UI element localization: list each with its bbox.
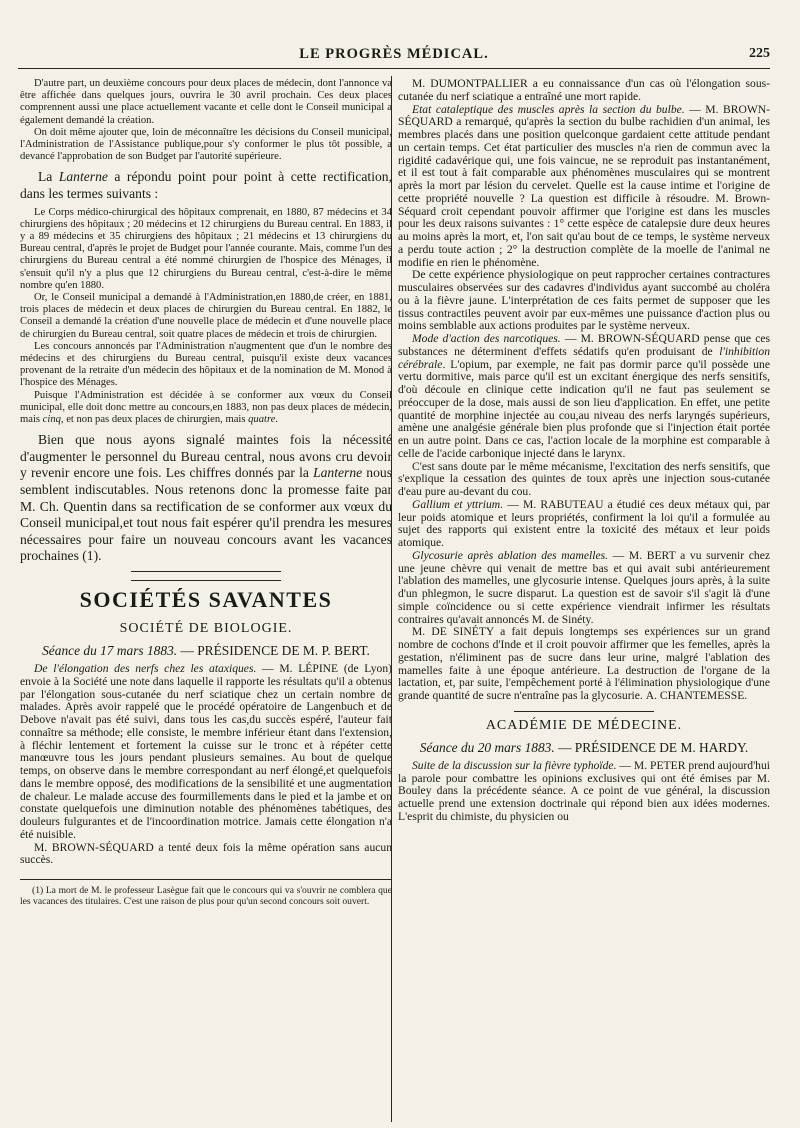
section-rule <box>514 711 654 712</box>
paragraph-fievre-typhoide: Suite de la discussion sur la fièvre typhoïde. — M. PETER prend aujourd'hui la parole pour combattre les opinions exclusives qui ont été émises par M. Bouley dans la précédente séance. A ce point de vue général, la discussion actuelle prend une extension doctrinale qui répond bien aux idées modernes. L'esprit du chimiste, du physicien ou <box>398 758 770 823</box>
page-number: 225 <box>749 46 770 61</box>
paragraph-concours-annonces: Les concours annoncés par l'Administration n'augmentent que d'un le nombre des médecins et des chirurgiens du Bureau central, puisqu'il existe deux vacances provenant de la retraite d'un médecin des hôpitaux et de la nomination de M. Monod à l'hospice des Ménages. <box>20 340 392 389</box>
paragraph-corps-medico: Le Corps médico-chirurgical des hôpitaux comprenait, en 1880, 87 médecins et 34 chirurgiens des hôpitaux ; 20 médecins et 12 chirurgiens du Bureau central. En 1883, il y a 89 médecins et 35 chirurgiens des hôpitaux ; 21 médecins et 13 chirurgiens du Bureau central, d'après le projet de Budget pour l'année courante. Mais, comme l'un des chirurgiens du Bureau central a été nommé chirurgien de l'hospice des Ménages, il s'ensuit qu'il n'y a plus que 12 chirurgiens du Bureau central, c'est-à-dire le même nombre qu'en 1880. <box>20 206 392 291</box>
right-column <box>398 78 770 1118</box>
signature: A. CHANTEMESSE. <box>645 689 748 702</box>
paragraph-gallium: Gallium et yttrium. — M. RABUTEAU a étudié ces deux métaux qui, par leur poids atomique et leurs propriétés, confirment la loi qu'il a formulée au sujet des rapports qui existent entre la toxicité des métaux et leur poids atomique. <box>398 497 770 549</box>
running-header <box>18 44 770 69</box>
footnote-rule <box>20 879 392 880</box>
section-title: SOCIÉTÉS SAVANTES <box>79 587 333 613</box>
paragraph-administration: On doit même ajouter que, loin de méconnaître les décisions du Conseil municipal, l'Administration de l'Assistance publique,pour s'y conformer le plus tôt possible, a devancé l'approbation de son Budget par l'autorité supérieure. <box>20 126 392 163</box>
paragraph-narcotiques: Mode d'action des narcotiques. — M. BROWN-SÉQUARD pense que ces substances ne déterminent d'effets sédatifs qu'en produisant de l'inhibition cérébrale. L'opium, par exemple, ne fait pas dormir parce qu'il possède une vertu dormitive, mais parce qu'il est un excitant énergique des nerfs sensitifs, d'où découle en clinique cette indication qu'il ne faut pas seulement se préoccuper de la dose, mais aussi de son lieu d'application. En effet, une petite quantité de morphine injectée au cou,au niveau des nerfs laryngés supérieurs, amène une analgésie générale bien plus profonde que si l'injection était portée en un autre point. Dans ce cas, l'action locale de la morphine est comparable à celle de l'acide carbonique injecté dans le larynx. <box>398 332 770 460</box>
paragraph-glycosurie: Glycosurie après ablation des mamelles. — M. BERT a vu survenir chez une jeune chèvre qui venait de mettre bas et qui avait subi antérieurement l'ablation des mamelles, une glycosurie intense. Quelques jours après, à la suite d'un phlegmon, le sucre disparut. La question est de savoir s'il s'agit là d'une simple coïncidence ou si cette expérience viendrait infirmer les résultats contraires qu'avait annoncés M. de Sinéty. <box>398 548 770 626</box>
paragraph-bureau-central: Bien que nous ayons signalé maintes fois la nécessité d'augmenter le personnel du Bureau central, nous avons cru devoir y revenir encore une fois. Les chiffres donnés par la Lanterne nous semblent indiscutables. Nous retenons donc la promesse faite par M. Ch. Quentin dans sa rectification de se conformer aux vœux du Conseil municipal,et tout nous fait espérer qu'il prendra les mesures nécessaires pour faire un nouveau concours avant les vacances prochaines (1). <box>20 432 392 564</box>
paragraph-brown-sequard: M. BROWN-SÉQUARD a tenté deux fois la même opération sans aucun succès. <box>20 840 392 867</box>
journal-title: LE PROGRÈS MÉDICAL. <box>299 46 489 62</box>
seance-line: Séance du 17 mars 1883. — PRÉSIDENCE DE M. P. BERT. <box>42 643 370 659</box>
paragraph-puisque: Puisque l'Administration est décidée à se conformer aux vœux du Conseil municipal, elle doit donc mettre au concours,en 1883, non pas deux places de médecin, mais cinq, et non pas deux places de chirurgien, mais quatre. <box>20 389 392 426</box>
footnote: (1) La mort de M. le professeur Lasègue fait que le concours qui va s'ouvrir ne comblera que les vacances des titulaires. C'est une raison de plus pour qu'un second concours soit ouvert. <box>20 885 392 908</box>
paragraph-elongation: De l'élongation des nerfs chez les ataxiques. — M. LÉPINE (de Lyon) envoie à la Société une note dans laquelle il rapporte les résultats qu'il a obtenus par l'élongation sous-cutanée du nerf sciatique chez un certain nombre de malades. Après avoir rappelé que le procédé opératoire de Langenbuch et de Debove n'avait pas été suivi, dans tous les cas,du succès espéré, l'auteur fait connaître sa méthode; elle consiste, le membre inférieur étant dans l'extension, à fléchir lentement et fortement la cuisse sur le tronc et à répéter cette manœuvre tous les jours pendant plusieurs semaines. Au bout de quelque temps, on observe dans le membre correspondant au nerf élongé,et quelquefois dans le membre opposé, des modifications de la sensibilité et une augmentation de chaleur. Le malade accuse des fourmillements dans le pied et la jambe et on constate quelquefois une diminution notable des phénomènes tabétiques, des douleurs fulgurantes et de l'incoordination motrice. Jamais cette élongation n'a été nuisible. <box>20 662 392 841</box>
ornament-rule <box>131 571 281 581</box>
paragraph-conseil-municipal: Or, le Conseil municipal a demandé à l'Administration,en 1880,de créer, en 1881, trois places de médecin et deux places de chirurgien du Bureau central. En 1882, le Conseil a demandé la création d'une nouvelle place de médecin et d'une nouvelle place de chirurgien du Bureau central, soit quatre places de médecin et trois de chirurgien. <box>20 292 392 340</box>
paragraph-etat-cataleptique: Etat cataleptique des muscles après la section du bulbe. — M. BROWN-SÉQUARD a remarqué, qu'après la section du bulbe rachidien d'un animal, les membres placés dans une position quelconque gardaient cette attitude pendant un certain temps. Cet état particulier des muscles n'a rien de commun avec la rigidité cadavérique qui, une fois vaincue, ne se reproduit pas instantanément, et il est tout à fait comparable aux phénomènes musculaires qui se montrent après la mort par lésion du cervelet. Quelle est la cause intime et l'origine de cette propriété nouvelle ? La question est difficile à résoudre. M. Brown-Séquard croit cependant pouvoir affirmer que l'origine est dans les muscles pour les deux raisons suivantes : 1° cette espèce de catalepsie dure deux heures au moins après la mort, et, l'on sait qu'au bout de ce temps, le système nerveux a perdu toute action ; 2° la destruction complète de la moelle de l'animal ne modifie en rien le phénomène. <box>398 102 770 269</box>
academy-title: ACADÉMIE DE MÉDECINE. <box>485 717 683 733</box>
paragraph-concours: D'autre part, un deuxième concours pour deux places de médecin, dont l'annonce va être affichée dans quelques jours, ouvrira le 30 avril prochain. Ces deux places comprennent aussi une place actuellement vacante et celle dont le Conseil municipal a également demandé la création. <box>20 78 392 126</box>
paragraph-lanterne-intro: La Lanterne a répondu point pour point à cette rectification, dans les termes suivants : <box>20 169 392 202</box>
paragraph-contractures: De cette expérience physiologique on peut rapprocher certaines contractures musculaires observées sur des cadavres d'individus ayant succombé au choléra ou à la fièvre jaune. L'interprétation de ces faits permet de supposer que les tissus contractiles peuvent avoir par eux-mêmes une puissance d'action plus ou moins semblable aux actions produites par le système nerveux. <box>398 268 770 333</box>
left-column <box>20 78 392 1118</box>
paragraph-dumontpallier: M. DUMONTPALLIER a eu connaissance d'un cas où l'élongation sous-cutanée du nerf sciatique a entraîné une mort rapide. <box>398 78 770 103</box>
society-title: SOCIÉTÉ DE BIOLOGIE. <box>119 621 293 637</box>
seance-line-academy: Séance du 20 mars 1883. — PRÉSIDENCE DE M. HARDY. <box>419 739 749 755</box>
paragraph-de-sinety: M. DE SINÉTY a fait depuis longtemps ses expériences sur un grand nombre de cochons d'Inde et il croit pouvoir affirmer que les femelles, après la gestation, n'éliminent pas de sucre dans leur urine, malgré l'ablation des mamelles faite à une époque antérieure. La destruction de l'organe de la lactation, et, par suite, l'empêchement porté à l'élimination physiologique d'une grande quantité de sucre n'entraîne pas la glycosurie. A. CHANTEMESSE. <box>398 625 770 702</box>
paragraph-toux: C'est sans doute par le même mécanisme, l'excitation des nerfs sensitifs, que s'explique la cessation des quintes de toux après une injection sous-cutanée d'eau pure au-devant du cou. <box>398 459 770 498</box>
